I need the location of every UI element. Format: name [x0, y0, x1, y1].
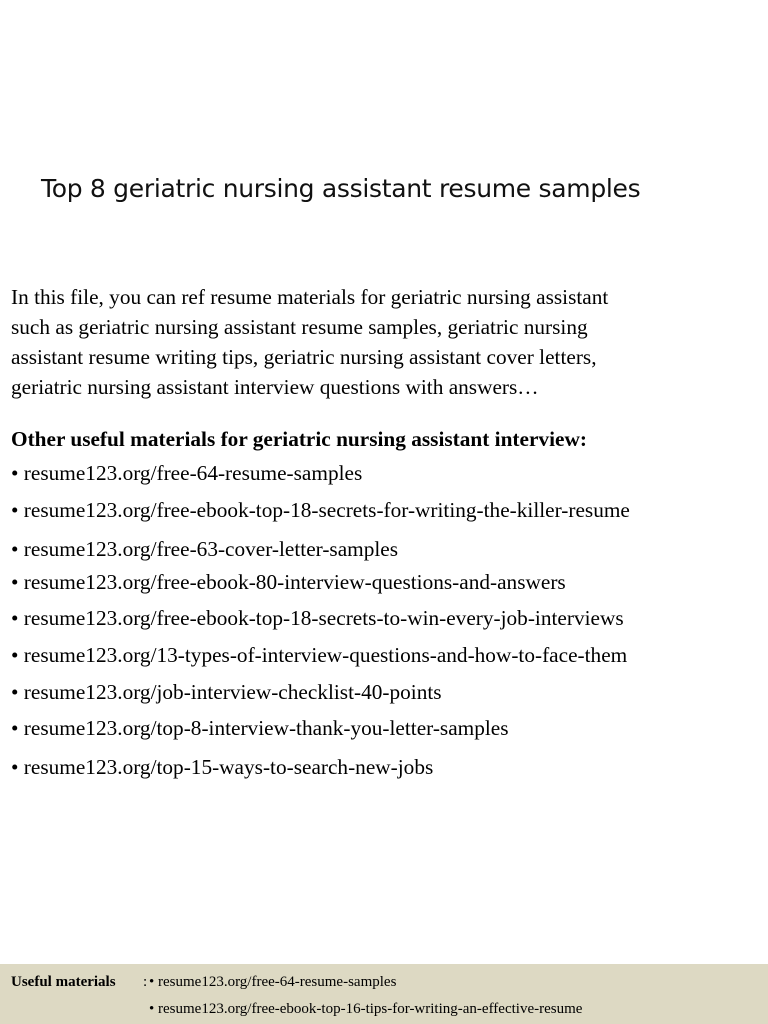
footer-link-item[interactable] [149, 999, 582, 1019]
list-item[interactable] [11, 713, 509, 743]
bullet: • [11, 537, 19, 561]
footer-label: Useful materials [11, 974, 116, 990]
intro-paragraph [11, 282, 763, 402]
list-item[interactable] [11, 495, 630, 525]
bullet: • [11, 461, 19, 485]
intro-line: geriatric nursing assistant interview questions with answers… [11, 375, 539, 399]
footer-bar [0, 964, 768, 1024]
list-item[interactable] [11, 677, 442, 707]
footer-link[interactable]: resume123.org/free-ebook-top-16-tips-for-writing-an-effective-resume [158, 1001, 583, 1017]
footer-separator: : [143, 974, 148, 990]
link-text[interactable]: resume123.org/free-ebook-top-18-secrets-for-writing-the-killer-resume [23, 498, 630, 522]
footer-link[interactable]: resume123.org/free-64-resume-samples [158, 974, 397, 990]
intro-line: assistant resume writing tips, geriatric nursing assistant cover letters, [11, 345, 597, 369]
bullet: • [11, 606, 19, 630]
intro-line: such as geriatric nursing assistant resume samples, geriatric nursing [11, 315, 588, 339]
link-text[interactable]: resume123.org/job-interview-checklist-40-points [23, 680, 442, 704]
link-text[interactable]: resume123.org/13-types-of-interview-questions-and-how-to-face-them [23, 643, 628, 667]
list-item[interactable] [11, 752, 433, 782]
list-item[interactable] [11, 567, 566, 597]
list-item[interactable] [11, 458, 362, 488]
link-text[interactable]: resume123.org/free-64-resume-samples [23, 461, 363, 485]
bullet: • [11, 498, 19, 522]
list-item[interactable] [11, 603, 624, 633]
link-text[interactable]: resume123.org/free-63-cover-letter-samples [23, 537, 399, 561]
bullet: • [11, 755, 19, 779]
list-item[interactable] [11, 640, 627, 670]
bullet: • [11, 716, 19, 740]
bullet: • [11, 643, 19, 667]
intro-line: In this file, you can ref resume materials for geriatric nursing assistant [11, 285, 609, 309]
bullet: • [149, 974, 155, 990]
bullet: • [149, 1001, 155, 1017]
bullet: • [11, 680, 19, 704]
link-text[interactable]: resume123.org/top-8-interview-thank-you-letter-samples [23, 716, 509, 740]
footer-link-item[interactable] [149, 972, 396, 992]
list-item[interactable] [11, 534, 398, 564]
other-materials-heading: Other useful materials for geriatric nursing assistant interview: [11, 427, 587, 451]
bullet: • [11, 570, 19, 594]
link-text[interactable]: resume123.org/free-ebook-top-18-secrets-to-win-every-job-interviews [23, 606, 624, 630]
page-title: Top 8 geriatric nursing assistant resume samples [41, 174, 641, 203]
link-text[interactable]: resume123.org/free-ebook-80-interview-questions-and-answers [23, 570, 566, 594]
link-text[interactable]: resume123.org/top-15-ways-to-search-new-jobs [23, 755, 434, 779]
